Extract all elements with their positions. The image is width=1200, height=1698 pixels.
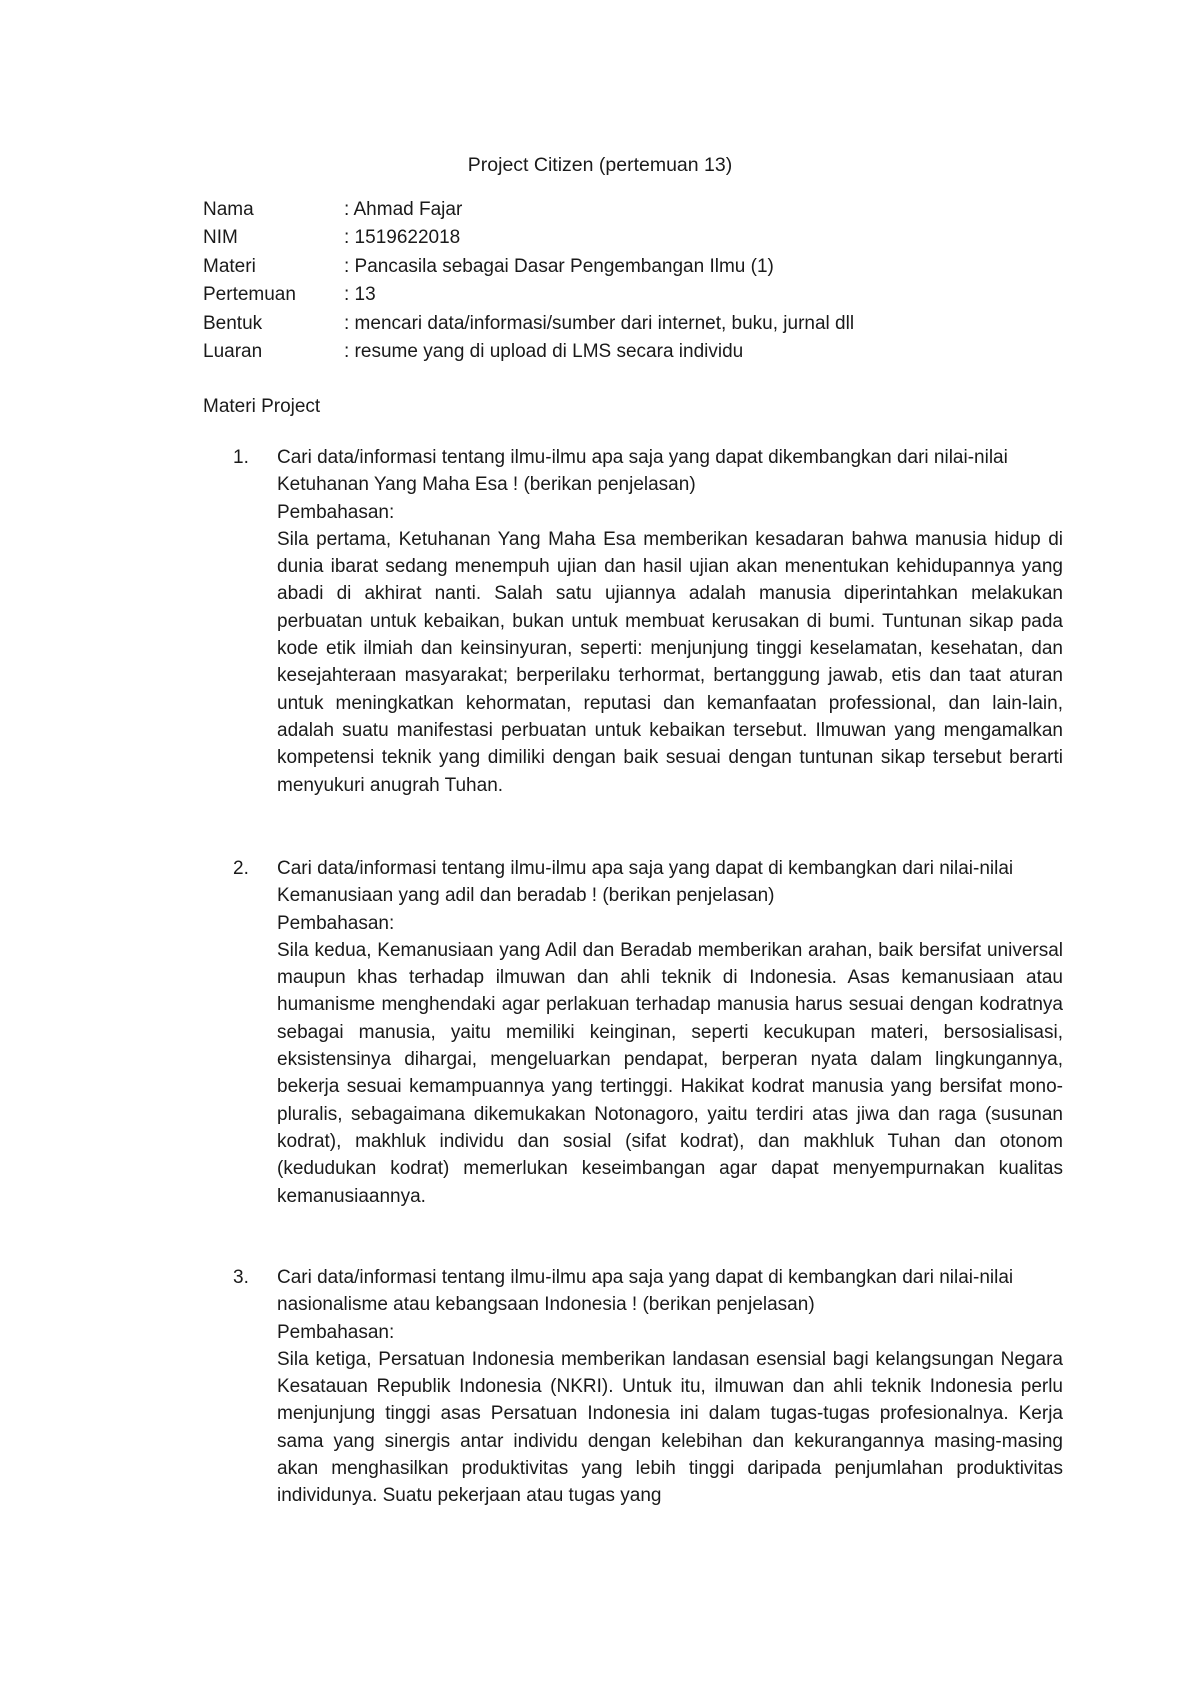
discussion-label: Pembahasan: — [277, 501, 395, 523]
discussion-text: Sila ketiga, Persatuan Indonesia memberikan landasan esensial bagi kelangsungan Negara Kesatauan Republik Indonesia (NKRI). Untuk itu, ilmuwan dan ahli teknik Indonesia perlu menjunjung tinggi asas Persatuan Indonesia ini dalam tugas-tugas profesionalnya. Kerja sama yang sinergis antar individu dengan kelebihan dan kekurangannya masing-masing akan menghasilkan produktivitas yang lebih tinggi daripada penjumlahan produktivitas individunya. Suatu pekerjaan atau tugas yang — [277, 1348, 1063, 1507]
info-row-materi — [203, 253, 1083, 281]
question-number: 1. — [233, 447, 249, 468]
document-title: Project Citizen (pertemuan 13) — [467, 154, 733, 176]
info-row-nama — [203, 196, 1083, 224]
question-text: Cari data/informasi tentang ilmu-ilmu apa saja yang dapat di kembangkan dari nilai-nilai Kemanusiaan yang adil dan beradab ! (berikan penjelasan) — [277, 858, 1014, 907]
discussion-text: Sila kedua, Kemanusiaan yang Adil dan Beradab memberikan arahan, baik bersifat universal maupun khas terhadap ilmuwan dan ahli teknik di Indonesia. Asas kemanusiaan atau humanisme menghendaki agar perlakuan terhadap manusia harus sesuai dengan kodratnya sebagai manusia, yaitu memiliki keinginan, seperti kecukupan materi, bersosialisasi, eksistensinya dihargai, mengeluarkan pendapat, berperan nyata dalam lingkungannya, bekerja sesuai kemampuannya yang tertinggi. Hakikat kodrat manusia yang bersifat mono-pluralis, sebagaimana dikemukakan Notonagoro, yaitu terdiri atas jiwa dan raga (susunan kodrat), makhluk individu dan sosial (sifat kodrat), dan makhluk Tuhan dan otonom (kedudukan kodrat) memerlukan keseimbangan agar dapat menyempurnakan kualitas kemanusiaannya. — [277, 939, 1063, 1207]
question-number: 3. — [233, 1267, 249, 1288]
question-number: 2. — [233, 858, 249, 879]
question-body — [277, 1264, 1063, 1510]
question-text: Cari data/informasi tentang ilmu-ilmu apa saja yang dapat dikembangkan dari nilai-nilai Ketuhanan Yang Maha Esa ! (berikan penjelasan) — [277, 447, 1008, 496]
info-row-nim — [203, 224, 1083, 252]
info-value: : mencari data/informasi/sumber dari internet, buku, jurnal dll — [344, 312, 855, 334]
info-label: Materi — [203, 255, 256, 277]
info-value: : Pancasila sebagai Dasar Pengembangan Ilmu (1) — [344, 255, 774, 277]
info-label: NIM — [203, 227, 238, 249]
question-body — [277, 444, 1063, 799]
student-info — [203, 196, 1083, 366]
question-body — [277, 855, 1063, 1210]
info-label: Pertemuan — [203, 284, 296, 306]
discussion-label: Pembahasan: — [277, 912, 395, 934]
discussion-label: Pembahasan: — [277, 1321, 395, 1343]
info-label: Luaran — [203, 340, 263, 362]
info-value: : resume yang di upload di LMS secara individu — [344, 340, 744, 362]
info-row-pertemuan — [203, 281, 1083, 309]
info-value: : 1519622018 — [344, 227, 461, 249]
info-value: : 13 — [344, 284, 376, 306]
info-value: : Ahmad Fajar — [344, 199, 463, 220]
question-text: Cari data/informasi tentang ilmu-ilmu apa saja yang dapat di kembangkan dari nilai-nilai nasionalisme atau kebangsaan Indonesia ! (berikan penjelasan) — [277, 1267, 1014, 1316]
info-label: Nama — [203, 199, 254, 220]
info-row-luaran — [203, 338, 1083, 366]
info-row-bentuk — [203, 310, 1083, 338]
info-label: Bentuk — [203, 312, 263, 334]
discussion-text: Sila pertama, Ketuhanan Yang Maha Esa memberikan kesadaran bahwa manusia hidup di dunia ibarat sedang menempuh ujian dan hasil ujian akan menentukan kehidupannya yang abadi di akhirat nanti. Salah satu ujiannya adalah manusia diperintahkan melakukan perbuatan untuk kebaikan, bukan untuk membuat kerusakan di bumi. Tuntunan sikap pada kode etik ilmiah dan keinsinyuran, seperti: menjunjung tinggi keselamatan, kesehatan, dan kesejahteraan masyarakat; berperilaku terhormat, bertanggung jawab, etis dan taat aturan untuk meningkatkan kehormatan, reputasi dan kemanfaatan professional, dan lain-lain, adalah suatu manifestasi perbuatan untuk kebaikan tersebut. Ilmuwan yang mengamalkan kompetensi teknik yang dimiliki dengan baik sesuai dengan tuntunan sikap tersebut berarti menyukuri anugrah Tuhan. — [277, 528, 1063, 796]
section-heading: Materi Project — [203, 396, 321, 417]
